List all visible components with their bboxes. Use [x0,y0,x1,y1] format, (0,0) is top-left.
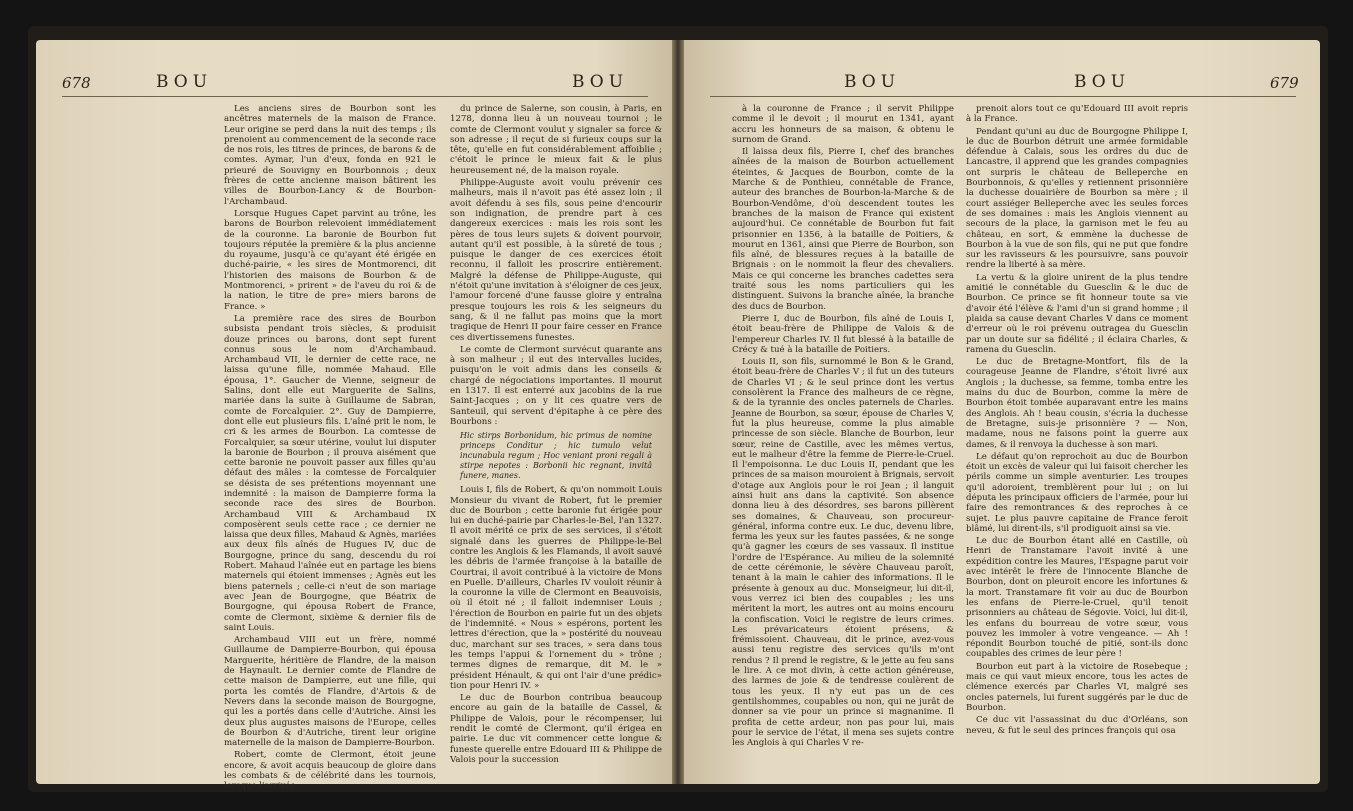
paragraph: La vertu & la gloire unirent de la plus tendre amitié le connétable du Guesclin & le duc de Bourbon. Ce prince se fit honneur toute sa vie d'avoir été l'élève & l'ami d'un si grand homme ; il plaida sa cause devant Charles V dans ce moment d'erreur où le roi prévenu outragea du Guesclin par un doute sur sa fidélité ; il éclaira Charles, & ramena du Guesclin. [966,272,1188,355]
paragraph: Les anciens sires de Bourbon sont les ancêtres maternels de la maison de France. Leur origine se perd dans la nuit des temps ; ils prenoient au commencement de la seconde race de nos rois, les titres de princes, de barons & de comtes. Aymar, l'un d'eux, fonda en 921 le prieuré de Souvigny en Bourbonnois ; deux frères de cette ancienne maison bâtirent les villes de Bourbon-Lancy & de Bourbon-l'Archambaud. [224,104,436,207]
paragraph: Bourbon eut part à la victoire de Rosebeque ; mais ce qui vaut mieux encore, tous les actes de clémence exercés par Charles VI, malgré ses oncles paternels, lui furent suggérés par le duc de Bourbon. [966,661,1188,713]
paragraph: Le duc de Bourbon étant allé en Castille, où Henri de Transtamare l'avoit invité à une expédition contre les Maures, l'Espagne parut voir avec intérêt le frère de l'innocente Blanche de Bourbon, dont on pleuroit encore les infortunes & la mort. Transtamare fit voir au duc de Bourbon les enfans de Pierre-le-Cruel, qu'il tenoit prisonniers au château de Ségovie. Voici, lui dit-il, les enfans du bourreau de votre sœur, vous pouvez les immoler à votre vengeance. — Ah ! répondit Bourbon touché de pitié, sont-ils donc coupables des crimes de leur père ! [966,536,1188,660]
header-rule-left [62,96,648,97]
running-header-right-2: BOU [1074,72,1131,92]
paragraph: Louis II, son fils, surnommé le Bon & le Grand, étoit beau-frère de Charles V ; il fut un des tuteurs de Charles VI ; & le seul prince dont les vertus consolèrent la France des malheurs de ce règne, & de la tyrannie des oncles paternels de Charles. Jeanne de Bourbon, sa sœur, épouse de Charles V, fut la plus heureuse, comme la plus aimable princesse de son siècle. Blanche de Bourbon, leur sœur, reine de Castille, avec les mêmes vertus, eut le malheur d'être la femme de Pierre-le-Cruel. Il l'empoisonna. Le duc Louis II, pendant que les princes de sa maison mouroient à Brignais, servoit d'otage aux Anglois pour le roi Jean ; il languit ainsi huit ans dans la captivité. Son absence donna lieu à des désordres, ses barons pillèrent ses domaines, & Chauveau, son procureur-général, informa contre eux. Le duc, devenu libre, ferma les yeux sur les fautes passées, & ne songe qu'à gagner les cœurs de ses vassaux. Il institue l'ordre de l'Espérance. Au milieu de la solemnité de cette cérémonie, le sévère Chauveau paroît, tenant à la main le cahier des informations. Il le présente à genoux au duc. Monseigneur, lui dit-il, vous verrez ici bien des coupables ; les uns méritent la mort, les autres ont au moins encouru la confiscation. Voici le registre de leurs crimes. Les prévaricateurs étoient présens, & frémissoient. Chauveau, dit le prince, avez-vous aussi tenu registre des services qu'ils m'ont rendus ? Il prend le registre, & le jette au feu sans le lire. A ce mot divin, à cette action généreuse, des larmes de joie & de tendresse coulèrent de tous les yeux. Il n'y eut pas un de ces gentilshommes, coupables ou non, qui ne jurât de donner sa vie pour un prince si magnanime. Il profita de cette ardeur, non pas pour lui, mais pour le service de l'état, il mena ses sujets contre les Anglois à qui Charles V re- [732,357,954,749]
page-number-left: 678 [62,74,91,92]
paragraph: Ce duc vit l'assassinat du duc d'Orléans, son neveu, & fut le seul des princes françois qui osa [966,715,1188,736]
text-column-left-1 [224,104,436,792]
left-page [36,40,672,792]
paragraph: Pierre I, duc de Bourbon, fils aîné de Louis I, étoit beau-frère de Philippe de Valois & de l'empereur Charles IV. Il fut blessé à la bataille de Crécy & tué à la bataille de Poitiers. [732,313,954,355]
header-rule-right [710,96,1296,97]
page-number-right: 679 [1270,74,1299,92]
text-column-left-2 [450,104,662,764]
paragraph: Hic stirps Borbonidum, hic primus de nomine princeps Conditur ; hic tumulo velut incunabula regum ; Hoc veniant proni regali à stirpe nepotes : Borbonii hic regnant, invitâ funere, manes. [460,431,652,481]
paragraph: Le défaut qu'on reprochoit au duc de Bourbon étoit un excès de valeur qui lui faisoit chercher les périls comme un simple aventurier. Les troupes qu'il adoroient, tremblèrent pour lui ; on lui députa les principaux officiers de l'armée, pour lui faire des remontrances & des reproches à ce sujet. Le plus pauvre capitaine de France feroit blâmé, lui dirent-ils, s'il prodiguoit ainsi sa vie. [966,451,1188,534]
text-column-right-1 [732,104,954,764]
paragraph: Lorsque Hugues Capet parvint au trône, les barons de Bourbon relevoient immédiatement de la couronne. La baronie de Bourbon fut toujours réputée la première & la plus ancienne du royaume, jusqu'à ce qu'ayant été érigée en duché-pairie, « les sires de Montmorenci, dit l'historien des maisons de Bourbon & de Montmorenci, » prirent » de l'aveu du roi & de la nation, le titre de pre» miers barons de France. » [224,208,436,312]
paragraph: Le duc de Bourbon contribua beaucoup encore au gain de la bataille de Cassel, & Philippe de Valois, pour le récompenser, lui rendit le comté de Clermont, qu'il érigea en pairie. Le duc vit commencer cette longue & funeste querelle entre Edouard III & Philippe de Valois pour la succession [450,693,662,765]
running-header-left-2: BOU [572,72,629,92]
paragraph: Pendant qu'uni au duc de Bourgogne Philippe I, le duc de Bourbon détruit une armée formidable défendue à Calais, sous les ordres du duc de Lancastre, il apprend que les grandes compagnies ont surpris le château de Belleperche en Bourbonnois, & qu'elles y retiennent prisonnière la duchesse douairière de Bourbon sa mère ; il court assiéger Belleperche avec les seules forces de ses domaines : mais les Anglois viennent au secours de la place, la garnison met le feu au château, en sort, & emmène la duchesse de Bourbon à la vue de son fils, qui ne put que fondre sur les ravisseurs & les poursuivre, sans pouvoir rendre la liberté à sa mère. [966,126,1188,271]
text-column-right-2 [966,104,1188,764]
book-gutter [672,40,684,784]
paragraph: prenoit alors tout ce qu'Edouard III avoit repris à la France. [966,104,1188,125]
running-header-right-1: BOU [844,72,901,92]
paragraph: Le duc de Bretagne-Montfort, fils de la courageuse Jeanne de Flandre, s'étoit livré aux Anglois ; la duchesse, sa femme, tomba entre les mains du duc de Bourbon, comme la mère de Bourbon étoit tombée auparavant entre les mains des Anglois. Ah ! beau cousin, s'écria la duchesse de Bretagne, suis-je prisonnière ? — Non, madame, nous ne faisons point la guerre aux dames, & il renvoya la duchesse à son mari. [966,357,1188,450]
paragraph: à la couronne de France ; il servit Philippe comme il le devoit ; il mourut en 1341, ayant accru les honneurs de sa maison, & obtenu le surnom de Grand. [732,104,954,145]
paragraph: du prince de Salerne, son cousin, à Paris, en 1278, donna lieu à un nouveau tournoi ; le comte de Clermont voulut y signaler sa force & son adresse ; il reçut de si furieux coups sur la tête, qu'elle en fut considérablement affoiblie ; c'étoit le prince le mieux fait & le plus heureusement né, de la maison royale. [450,104,662,176]
paragraph: Louis I, fils de Robert, & qu'on nommoit Louis Monsieur du vivant de Robert, fut le premier duc de Bourbon ; cette baronie fut érigée pour lui en duché-pairie par Charles-le-Bel, l'an 1327. Il avoit mérité ce prix de ses services, il s'étoit signalé dans les guerres de Philippe-le-Bel contre les Anglois & les Flamands, il avoit sauvé les débris de l'armée françoise à la bataille de Courtrai, il avoit contribué à la victoire de Mons en Puelle. D'ailleurs, Charles IV vouloit réunir à la couronne la ville de Clermont en Beauvoisis, où il étoit né ; il falloit indemniser Louis ; l'érection de Bourbon en pairie fut un des objets de l'indemnité. « Nous » espérons, portent les lettres d'érection, que la » postérité du nouveau duc, marchant sur ses traces, » sera dans tous les temps l'appui & l'ornement du » trône ; termes dignes de remarque, dit M. le » président Hénault, & qui ont l'air d'une prédic» tion pour Henri IV. » [450,485,662,691]
paragraph: Il laissa deux fils, Pierre I, chef des branches aînées de la maison de Bourbon actuellement éteintes, & Jacques de Bourbon, comte de la Marche & de Ponthieu, connétable de France, auteur des branches de Bourbon-la-Marche & de Bourbon-Vendôme, d'où descendent toutes les branches de la maison de France qui existent aujourd'hui. Ce connétable de Bourbon fut fait prisonnier en 1356, à la bataille de Poitiers, & mourut en 1361, ainsi que Pierre de Bourbon, son fils aîné, de blessures reçues à la bataille de Brignais : on le nommoit la fleur des chevaliers. Mais ce qui concerne les branches cadettes sera traité sous les noms particuliers qui les distinguent. Suivons la branche aînée, la branche des ducs de Bourbon. [732,147,954,312]
paragraph: Robert, comte de Clermont, étoit jeune encore, & avoit acquis beaucoup de gloire dans les combats & de célébrité dans les tournois, lorsque l'arrivée [224,750,436,792]
paragraph: La première race des sires de Bourbon subsista pendant trois siècles, & produisit douze princes ou barons, dont sept furent connus sous le nom d'Archambaud. Archambaud VII, le dernier de cette race, ne laissa qu'une fille, nommée Mahaud. Elle épousa, 1°. Gaucher de Vienne, seigneur de Salins, dont elle eut Marguerite de Salins, mariée dans la suite à Guillaume de Sabran, comte de Forcalquier. 2°. Guy de Dampierre, dont elle eut plusieurs fils. L'aîné prit le nom, le cri & les armes de Bourbon. La comtesse de Forcalquier, sa sœur utérine, voulut lui disputer la baronie de Bourbon ; il prouva aisément que cette baronie ne pouvoit passer aux filles qu'au défaut des mâles : la comtesse de Forcalquier se désista de ses prétentions moyennant une indemnité : la maison de Dampierre forma la seconde race des sires de Bourbon. Archambaud VIII & Archambaud IX composèrent seuls cette race ; ce dernier ne laissa que deux filles, Mahaud & Agnès, mariées aux deux fils aînés de Hugues IV, duc de Bourgogne, prince du sang, descendu du roi Robert. Mahaud l'aînée eut en partage les biens maternels qui étoient immenses ; Agnès eut les biens paternels ; celle-ci n'eut de son mariage avec Jean de Bourgogne, que Béatrix de Bourgogne, qui épousa Robert de France, comte de Clermont, sixième & dernier fils de saint Louis. [224,313,436,633]
running-header-left-1: BOU [156,72,213,92]
paragraph: Archambaud VIII eut un frère, nommé Guillaume de Dampierre-Bourbon, qui épousa Marguerite, héritière de Flandre, de la maison de Haynault. Le dernier comte de Flandre de cette maison de Dampierre, eut une fille, qui porta les comtés de Flandre, d'Artois & de Nevers dans la seconde maison de Bourgogne, qui les a portés dans celle d'Autriche. Ainsi les deux plus augustes maisons de l'Europe, celles de Bourbon & d'Autriche, tirent leur origine maternelle de la maison de Dampierre-Bourbon. [224,635,436,749]
paragraph: Philippe-Auguste avoit voulu prévenir ces malheurs, mais il n'avoit pas été assez loin ; il avoit défendu à ses fils, sous peine d'encourir son indignation, de prendre part à ces dangereux exercices : mais les rois sont les pères de tous leurs sujets & doivent pourvoir, autant qu'il est possible, à la sûreté de tous ; puisque le danger de ces exercices étoit reconnu, il falloit les proscrire entièrement. Malgré la défense de Philippe-Auguste, qui n'étoit qu'une invitation à s'éloigner de ces jeux, l'amour forcené d'une fausse gloire y entraîna presque toujours les rois & les seigneurs du sang, & il ne fallut pas moins que la mort tragique de Henri II pour faire cesser en France ces divertissemens funestes. [450,178,662,343]
book-spread [28,26,1328,792]
paragraph: Le comte de Clermont survécut quarante ans à son malheur ; il eut des intervalles lucides, puisqu'on le voit admis dans les conseils & chargé de négociations importantes. Il mourut en 1317. Il est enterré aux jacobins de la rue Saint-Jacques ; on y lit ces quatre vers de Santeuil, qui servent d'épitaphe à ce père des Bourbons : [450,344,662,427]
right-page [684,40,1320,784]
